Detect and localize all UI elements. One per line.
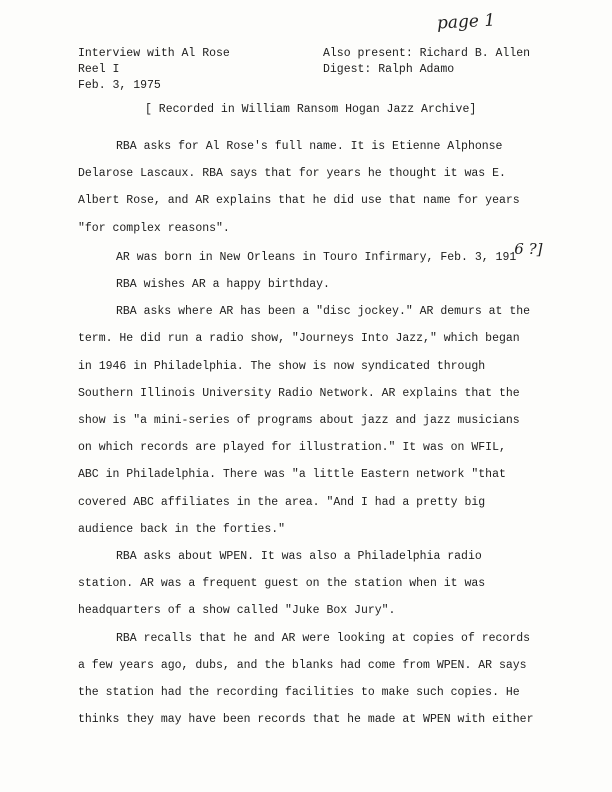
body-line-birth: [78, 239, 556, 271]
body-line: term. He did run a radio show, "Journeys Into Jazz," which began: [78, 332, 520, 346]
digest-author: Digest: Ralph Adamo: [323, 63, 455, 76]
faint-handwritten-note: [323, 76, 530, 92]
body-line: a few years ago, dubs, and the blanks had come from WPEN. AR says: [78, 658, 527, 672]
body-line: Albert Rose, and AR explains that he did use that name for years: [78, 194, 520, 208]
digest-body: [78, 133, 556, 733]
body-line: RBA asks where AR has been a "disc jockey." AR demurs at the: [116, 305, 531, 319]
body-line: RBA asks for Al Rose's full name. It is Etienne Alphonse: [116, 140, 503, 153]
body-line: thinks they may have been records that he made at WPEN with either: [78, 713, 534, 727]
body-line: the station had the recording facilities to make such copies. He: [78, 686, 520, 700]
body-line: headquarters of a show called "Juke Box Jury".: [78, 604, 396, 618]
interview-header: [78, 46, 230, 94]
body-line: covered ABC affiliates in the area. "And I had a pretty big: [78, 495, 486, 509]
body-line: Delarose Lascaux. RBA says that for years he thought it was E.: [78, 167, 506, 181]
attendees-header: [323, 46, 530, 92]
body-line: audience back in the forties.": [78, 522, 286, 536]
reel-number: Reel I: [78, 63, 120, 76]
also-present: Also present: Richard B. Allen: [323, 47, 531, 60]
body-line: show is "a mini-series of programs about jazz and jazz musicians: [78, 414, 520, 428]
interview-title: Interview with Al Rose: [78, 47, 230, 60]
body-line: on which records are played for illustration." It was on WFIL,: [78, 441, 506, 455]
body-line: Southern Illinois University Radio Network. AR explains that the: [78, 386, 520, 400]
body-line: RBA recalls that he and AR were looking at copies of records: [116, 631, 531, 645]
body-line: RBA asks about WPEN. It was also a Philadelphia radio: [116, 550, 482, 564]
body-line: station. AR was a frequent guest on the station when it was: [78, 577, 486, 591]
page-number-handwritten: page 1: [436, 10, 496, 34]
body-line: in 1946 in Philadelphia. The show is now syndicated through: [78, 359, 486, 373]
body-line: ABC in Philadelphia. There was "a little Eastern network "that: [78, 468, 506, 482]
body-line: "for complex reasons".: [78, 221, 230, 235]
body-line: AR was born in New Orleans in Touro Infirmary, Feb. 3, 191: [116, 250, 517, 264]
recording-location-note: [ Recorded in William Ransom Hogan Jazz Archive]: [145, 103, 477, 116]
handwritten-year-correction: 6 ?]: [514, 239, 543, 258]
body-line: RBA wishes AR a happy birthday.: [116, 278, 330, 292]
interview-date: Feb. 3, 1975: [78, 79, 161, 92]
